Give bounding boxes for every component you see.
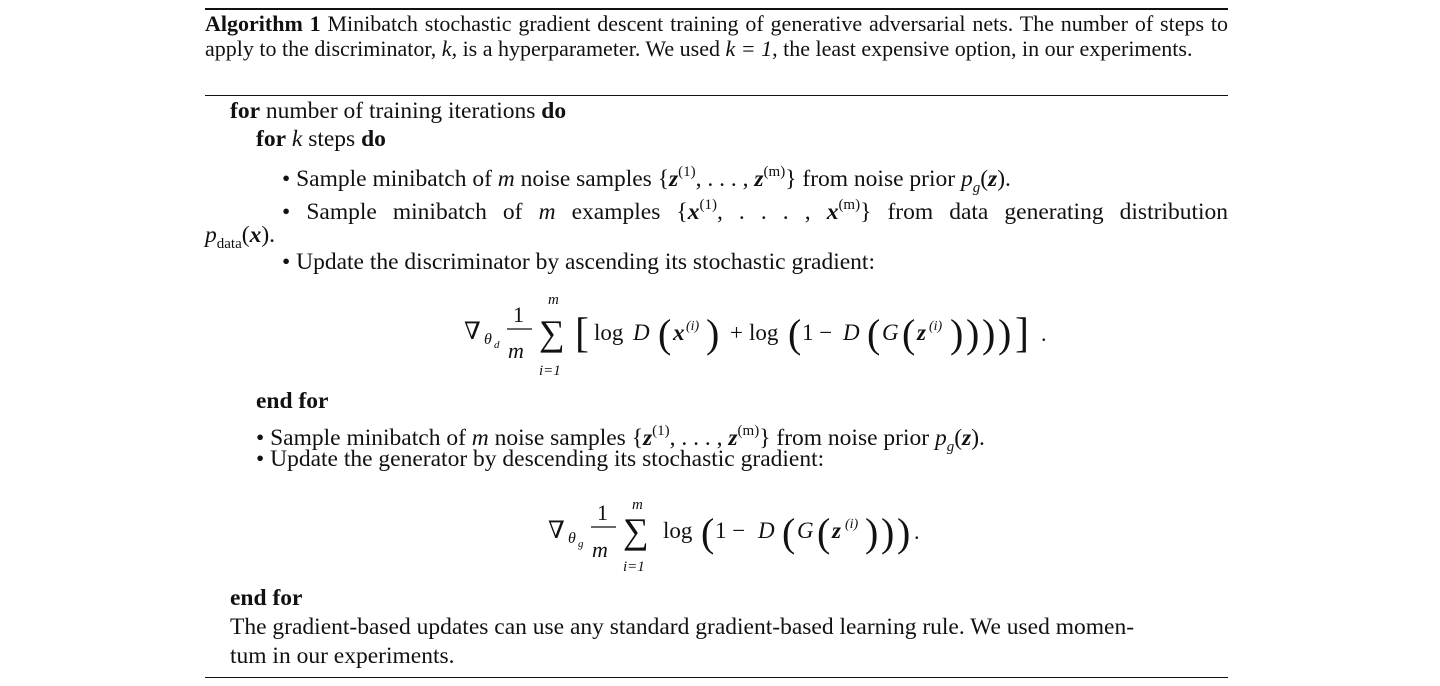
- svg-text:1: 1: [597, 500, 608, 525]
- svg-text:m: m: [592, 537, 608, 562]
- inner-for-line: for k steps do: [256, 126, 386, 152]
- svg-text:m: m: [508, 338, 524, 363]
- svg-text:D: D: [843, 320, 860, 345]
- svg-text:i=1: i=1: [623, 559, 645, 575]
- svg-text:(: (: [867, 311, 881, 356]
- svg-text:log: log: [594, 320, 624, 345]
- svg-text:G: G: [797, 518, 814, 543]
- bottom-rule: [205, 677, 1228, 678]
- svg-text:z: z: [917, 320, 926, 345]
- svg-text:): ): [706, 311, 720, 356]
- svg-text:+: +: [730, 320, 743, 345]
- svg-text:m: m: [632, 497, 643, 513]
- svg-text:(: (: [658, 311, 672, 356]
- svg-text:d: d: [494, 339, 500, 351]
- svg-text:(: (: [817, 510, 831, 555]
- svg-text:): ): [966, 311, 980, 356]
- svg-text:): ): [865, 510, 879, 555]
- svg-text:x: x: [673, 320, 685, 345]
- algorithm-title: Algorithm 1: [205, 11, 321, 36]
- svg-text:(i): (i): [845, 517, 859, 532]
- gen-update-line: • Update the generator by descending its stochastic gradient:: [256, 446, 825, 472]
- svg-text:(: (: [902, 311, 916, 356]
- svg-text:θ: θ: [484, 331, 492, 348]
- disc-data-sample-line: • Sample minibatch of m examples {$x^{(1)}$, . . . , $x^{(m)}$} from data generating distribution: [282, 197, 1229, 225]
- right-bracket: ]: [1015, 311, 1029, 357]
- end-outer-for: end for: [230, 585, 303, 611]
- footer-note-line-2: tum in our experiments.: [230, 643, 455, 669]
- gen-noise-sample-line: • Sample minibatch of m noise samples {$z^{(1)}$, . . . , $z^{(m)}$} from noise prior $p_g(z)$.: [256, 423, 985, 455]
- svg-text:1 −: 1 −: [715, 518, 746, 543]
- end-inner-for: end for: [256, 388, 329, 414]
- left-bracket: [: [575, 311, 589, 357]
- svg-text:log: log: [663, 518, 693, 543]
- outer-for-line: for number of training iterations do: [230, 98, 567, 124]
- svg-text:.: .: [1041, 321, 1047, 346]
- svg-text:D: D: [633, 320, 650, 345]
- nabla-symbol: ∇: [464, 319, 481, 345]
- svg-text:(: (: [782, 510, 796, 555]
- svg-text:): ): [982, 311, 996, 356]
- svg-text:∑: ∑: [623, 511, 649, 551]
- svg-text:i=1: i=1: [539, 363, 561, 379]
- svg-text:log: log: [749, 320, 779, 345]
- svg-text:z: z: [832, 518, 841, 543]
- algorithm-box: [205, 8, 1228, 680]
- svg-text:.: .: [914, 519, 920, 544]
- svg-text:): ): [950, 311, 964, 356]
- algorithm-caption: Algorithm 1 Minibatch stochastic gradient descent training of generative adversarial nets. The number of steps to apply to the discriminator, k, is a hyperparameter. We used k = 1, the least expensive option, in our experiments.: [205, 11, 1229, 61]
- svg-text:G: G: [882, 320, 899, 345]
- svg-text:(: (: [788, 311, 802, 356]
- svg-text:): ): [897, 510, 911, 555]
- disc-update-line: • Update the discriminator by ascending its stochastic gradient:: [282, 249, 875, 275]
- generator-gradient-equation: [548, 497, 920, 575]
- svg-text:): ): [881, 510, 895, 555]
- svg-text:1 −: 1 −: [802, 320, 833, 345]
- summation-symbol: ∑: [539, 313, 565, 353]
- footer-note-line-1: The gradient-based updates can use any standard gradient-based learning rule. We used momen-: [230, 614, 1135, 640]
- svg-text:g: g: [578, 538, 584, 550]
- svg-text:(: (: [701, 510, 715, 555]
- svg-text:m: m: [548, 292, 559, 308]
- svg-text:D: D: [758, 518, 775, 543]
- svg-text:∇: ∇: [548, 518, 565, 544]
- svg-text:θ: θ: [568, 530, 576, 547]
- svg-text:): ): [998, 311, 1012, 356]
- disc-data-distribution-line: $p_{data}(x)$.: [205, 222, 276, 252]
- svg-text:(i): (i): [929, 319, 943, 334]
- svg-text:1: 1: [513, 302, 524, 327]
- svg-text:(i): (i): [686, 319, 700, 334]
- disc-noise-sample-line: • Sample minibatch of m noise samples {$z^{(1)}$, . . . , $z^{(m)}$} from noise prior $p_g(z)$.: [282, 164, 1011, 196]
- discriminator-gradient-equation: [205, 8, 1228, 680]
